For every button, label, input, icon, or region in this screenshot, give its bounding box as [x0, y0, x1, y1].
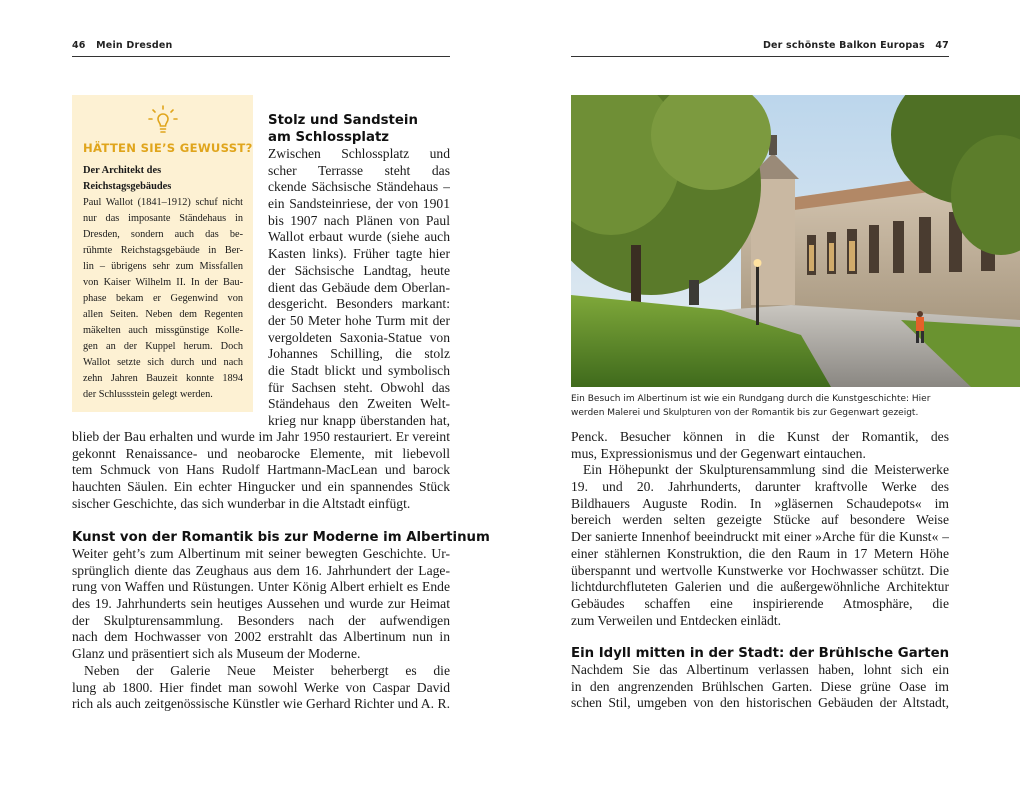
sidebox-line: lin – übrigens sehr zum Missfallen — [83, 261, 243, 272]
right-header-rule — [571, 56, 949, 57]
sidebox-line: phase bekam er Gegenwind von — [83, 293, 243, 304]
text-line: der 50 Meter hohe Turm mit der — [268, 312, 450, 328]
sidebox-line: Dresden, sondern auch das be- — [83, 229, 243, 240]
section-heading-albertinum: Kunst von der Romantik bis zur Moderne im Albertinum — [72, 530, 490, 545]
text-line: sprünglich diente das Zeughaus aus dem 16. Jahrhundert der Lage- — [72, 562, 450, 578]
sidebox-line: Paul Wallot (1841–1912) schuf nicht — [83, 197, 243, 208]
text-line: Johannes Schilling, die stolz — [268, 346, 450, 362]
text-line: bis 1907 nach Plänen von Paul — [268, 212, 450, 228]
text-line: Der sanierte Innenhof beeindruckt mit einer »Arche für die Kunst« – — [571, 529, 949, 545]
text-line: Neben der Galerie Neue Meister beherbergt es die — [84, 662, 450, 678]
text-line: krieg nur knapp überstanden hat, — [268, 413, 450, 428]
sidebox-line: zehn Jahren Bauzeit konnte 1894 — [83, 373, 243, 384]
albertinum-text — [72, 546, 450, 713]
text-line: hauchten Säulen. Ein echter Hingucker und ein spannendes Stück — [72, 479, 450, 495]
text-line: lichtdurchfluteten Galerien und die außergewöhnliche Architektur — [571, 579, 949, 595]
sidebox-line: nur das imposante Ständehaus in — [83, 213, 243, 224]
text-line: schen Stil, umgeben von den historischen Gebäuden der Altstadt, — [571, 695, 949, 711]
text-line: Zwischen Schlossplatz und — [268, 146, 450, 161]
right-page-number: 47 — [935, 40, 949, 51]
text-line: die Stadt blickt und symbolisch — [268, 362, 450, 378]
sidebox-title: HÄTTEN SIE’S GEWUSST? — [83, 141, 253, 155]
text-line: dient das Gebäude dem Oberlan- — [268, 279, 450, 295]
text-line: ckende Sächsische Ständehaus – — [268, 179, 450, 195]
text-line: gekonnt Renaissance- und neobarocke Elemente, mit liebevoll — [72, 445, 450, 461]
text-line: 19. und 20. Jahrhunderts, darunter kraftvolle Werke des — [571, 479, 949, 495]
text-line: scher Terrasse steht das — [268, 162, 450, 178]
sidebox-subtitle-line: Reichstagsgebäudes — [83, 181, 172, 192]
text-line: nach dem Hochwasser von 2002 erstrahlt das Albertinum nun in — [72, 629, 450, 645]
sidebox-subtitle — [83, 163, 243, 195]
left-page-number: 46 — [72, 40, 86, 51]
schlossplatz-wide-text — [72, 429, 450, 512]
sidebox-line: mäkelten auch missgünstige Kolle- — [83, 325, 243, 336]
sidebox-line: von Kaiser Wilhelm II. In der Bau- — [83, 277, 243, 288]
caption-line: werden Malerei und Skulpturen von der Romantik bis zur Gegenwart gezeigt. — [571, 407, 919, 418]
text-line: Ständehaus den Zweiten Welt- — [268, 396, 450, 412]
schlossplatz-narrow-text — [268, 146, 450, 430]
text-line: Nachdem Sie das Albertinum verlassen haben, lohnt sich ein — [571, 662, 949, 677]
text-line: Gebäudes schaffen eine inspirierende Atmosphäre, die — [571, 595, 949, 611]
text-line: des 19. Jahrhunderts sein heutiges Aussehen und wurde zur Heimat — [72, 596, 450, 612]
photo-caption — [571, 393, 951, 420]
section-heading-bruehlscher-garten: Ein Idyll mitten in der Stadt: der Brühlsche Garten — [571, 646, 950, 661]
sidebox-body — [83, 195, 243, 403]
left-header-title: Mein Dresden — [96, 40, 173, 51]
text-line: bereich werden selten gezeigte Stücke auf besondere Weise — [571, 512, 949, 528]
text-line: tem Schmuck von Hans Rudolf Hartmann-MacLean und barock — [72, 462, 450, 478]
albertinum-photo-illustration — [571, 95, 1020, 387]
text-line: für Sachsen steht. Obwohl das — [268, 379, 450, 395]
text-line: desgericht. Besonders markant: — [268, 296, 450, 312]
sidebox-line: der Schlussstein gelegt werden. — [83, 389, 213, 400]
text-line: Weiter geht’s zum Albertinum mit seiner bewegten Geschichte. Ur- — [72, 546, 450, 561]
sidebox-subtitle-line: Der Architekt des — [83, 165, 162, 176]
lightbulb-icon — [148, 105, 178, 135]
text-line: Wallot erbaut wurde (siehe auch — [268, 229, 450, 245]
text-line: vergoldeten Saxonia-Statue von — [268, 329, 450, 345]
sidebox-line: gen an der Kuppel herum. Doch — [83, 341, 243, 352]
did-you-know-box — [72, 95, 253, 412]
right-column-text — [571, 429, 949, 629]
text-line: in den angrenzenden Brühlschen Garten. Diese grüne Oase im — [571, 678, 949, 694]
left-header-rule — [72, 56, 450, 57]
right-running-header — [763, 40, 949, 51]
text-line: rich als auch zeitgenössische Künstler wie Gerhard Richter und A. R. — [72, 696, 450, 712]
text-line: Glanz und präsentiert sich als Museum der Moderne. — [72, 646, 361, 662]
sidebox-line: allen Seiten. Neben dem Regenten — [83, 309, 243, 320]
text-line: einer stählernen Konstruktion, die den Raum in 17 Metern Höhe — [571, 545, 949, 561]
text-line: rung von Waffen und Rüstungen. Unter König Albert erhielt es Ende — [72, 579, 450, 595]
text-line: Kasten links). Früher tagte hier — [268, 246, 450, 262]
text-line: zum Verweilen und Entdecken einlädt. — [571, 612, 782, 628]
caption-line: Ein Besuch im Albertinum ist wie ein Rundgang durch die Kunstgeschichte: Hier — [571, 394, 931, 404]
heading-line: am Schlossplatz — [268, 130, 390, 145]
sidebox-line: rühmte Reichstagsgebäude in Ber- — [83, 245, 243, 256]
text-line: lung ab 1800. Hier findet man sowohl Werke von Caspar David — [72, 679, 450, 695]
text-line: der Skulpturensammlung. Besonders nach der aufwendigen — [72, 612, 450, 628]
text-line: überspannt und wertvolle Kunstwerke vor Hochwasser schützt. Die — [571, 562, 949, 578]
heading-line: Stolz und Sandstein — [268, 113, 418, 128]
right-header-title: Der schönste Balkon Europas — [762, 40, 925, 51]
section-heading-schlossplatz — [268, 112, 418, 146]
bruehlscher-garten-text — [571, 662, 949, 712]
left-running-header — [72, 40, 172, 51]
text-line: Penck. Besucher können in die Kunst der Romantik, des — [571, 429, 949, 444]
text-line: Ein Höhepunkt der Skulpturensammlung sind die Meisterwerke — [583, 462, 949, 478]
text-line: sischer Geschichte, das sich wunderbar in die Altstadt einfügt. — [72, 495, 411, 511]
text-line: Bildhauers Auguste Rodin. In »gläsernen Schaudepots« im — [571, 495, 949, 511]
text-line: mus, Expressionismus und der Gegenwart eintauchen. — [571, 445, 866, 461]
text-line: der Sächsische Landtag, heute — [268, 262, 450, 278]
sidebox-line: Wallot setzte sich durch und nach — [83, 357, 243, 368]
text-line: ein Sandsteinriese, der von 1901 — [268, 196, 450, 212]
text-line: blieb der Bau erhalten und wurde im Jahr 1950 restauriert. Er vereint — [72, 429, 450, 444]
albertinum-photo — [571, 95, 1020, 387]
